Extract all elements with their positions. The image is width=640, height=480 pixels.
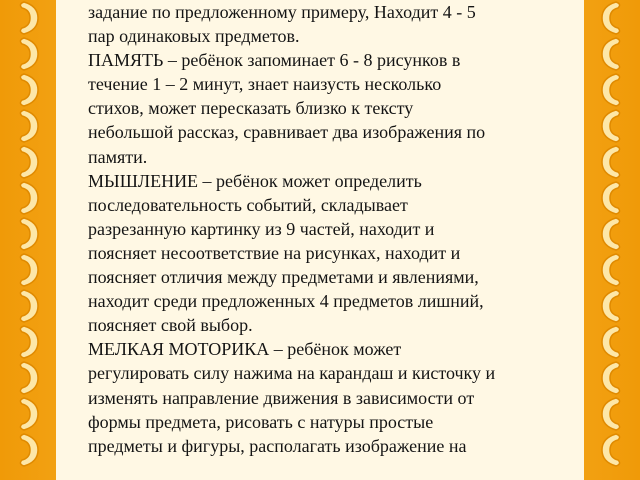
scroll-ornament: [20, 38, 38, 70]
text-line: изменять направление движения в зависимости от: [88, 387, 475, 408]
text-line: МЫШЛЕНИЕ – ребёнок может определить: [88, 170, 422, 191]
text-line: последовательность событий, складывает: [88, 194, 408, 215]
scroll-ornament: [20, 2, 38, 34]
text-line: находит среди предложенных 4 предметов лишний,: [88, 291, 484, 312]
scroll-ornament: [602, 434, 620, 466]
scroll-ornament: [602, 74, 620, 106]
text-line: формы предмета, рисовать с натуры простые: [88, 411, 434, 432]
text-line: пар одинаковых предметов.: [88, 26, 300, 47]
content-panel: [56, 0, 584, 480]
text-line: поясняет несоответствие на рисунках, находит и: [88, 242, 461, 263]
scroll-ornament: [20, 398, 38, 430]
scroll-ornament: [20, 254, 38, 286]
scroll-ornament: [602, 326, 620, 358]
text-line: ПАМЯТЬ – ребёнок запоминает 6 - 8 рисунков в: [88, 50, 461, 71]
scroll-ornament: [20, 362, 38, 394]
text-line: поясняет свой выбор.: [88, 315, 253, 336]
text-line: поясняет отличия между предметами и явлениями,: [88, 267, 479, 288]
scroll-ornament: [602, 254, 620, 286]
text-line: разрезанную картинку из 9 частей, находит и: [88, 218, 435, 239]
text-line: памяти.: [88, 146, 148, 167]
scroll-ornament: [20, 146, 38, 178]
scroll-ornament: [602, 362, 620, 394]
scroll-ornament: [20, 290, 38, 322]
scroll-ornament: [602, 290, 620, 322]
scroll-ornament: [602, 110, 620, 142]
scroll-ornament: [602, 2, 620, 34]
scroll-ornament: [602, 182, 620, 214]
text-line: МЕЛКАЯ МОТОРИКА – ребёнок может: [88, 339, 402, 360]
scroll-ornament: [602, 146, 620, 178]
document-text: [88, 0, 584, 458]
scroll-ornament: [20, 218, 38, 250]
text-line: регулировать силу нажима на карандаш и кисточку и: [88, 363, 496, 384]
scroll-ornament: [20, 110, 38, 142]
text-line: задание по предложенному примеру, Находит 4 - 5: [88, 2, 476, 22]
scroll-ornament: [602, 218, 620, 250]
scroll-ornament: [20, 182, 38, 214]
text-line: предметы и фигуры, располагать изображение на: [88, 435, 467, 456]
scroll-ornament: [20, 434, 38, 466]
text-line: стихов, может пересказать близко к тексту: [88, 98, 414, 119]
scroll-ornament: [602, 38, 620, 70]
text-line: небольшой рассказ, сравнивает два изображения по: [88, 122, 486, 143]
scroll-ornament: [602, 398, 620, 430]
scroll-ornament: [20, 74, 38, 106]
scroll-ornament: [20, 326, 38, 358]
text-line: течение 1 – 2 минут, знает наизусть несколько: [88, 74, 442, 95]
